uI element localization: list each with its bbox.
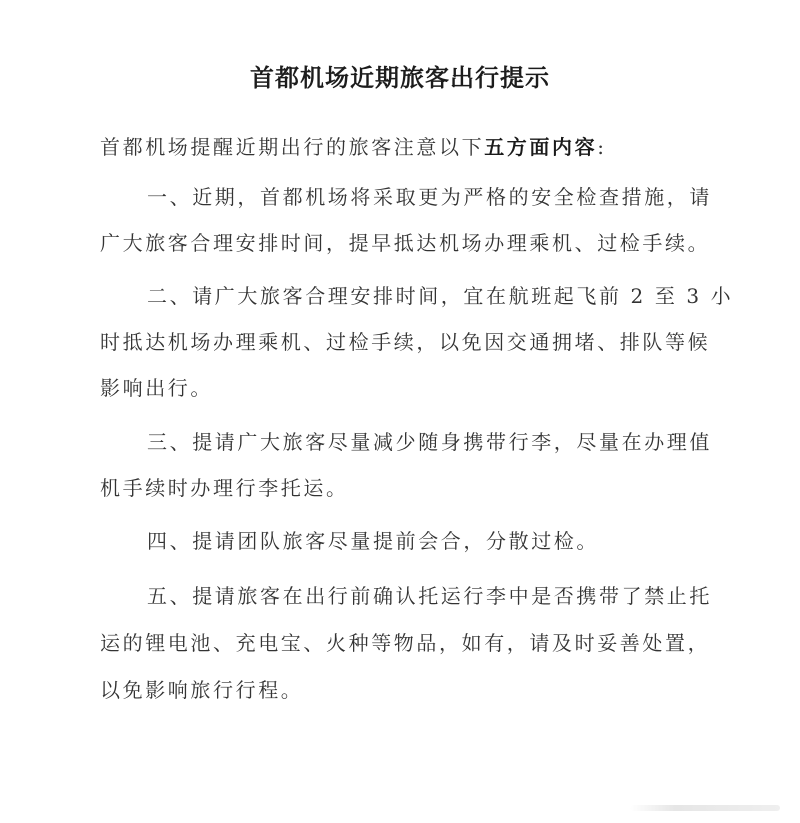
item-1-line-2: 广大旅客合理安排时间，提早抵达机场办理乘机、过检手续。 <box>100 231 711 255</box>
item-2-line-3: 影响出行。 <box>100 376 213 400</box>
item-5-line-1: 五、提请旅客在出行前确认托运行李中是否携带了禁止托 <box>147 584 712 608</box>
intro-colon: : <box>597 135 607 159</box>
item-2-line-2: 时抵达机场办理乘机、过检手续，以免因交通拥堵、排队等候 <box>100 330 711 354</box>
item-2-line-1: 二、请广大旅客合理安排时间，宜在航班起飞前 2 至 3 小 <box>147 284 734 308</box>
item-3-line-1: 三、提请广大旅客尽量减少随身携带行李，尽量在办理值 <box>147 430 712 454</box>
item-5-line-3: 以免影响旅行行程。 <box>100 678 304 702</box>
intro-paragraph <box>100 133 700 161</box>
faint-watermark <box>630 805 780 811</box>
document-title: 首都机场近期旅客出行提示 <box>250 64 550 92</box>
item-5-line-2: 运的锂电池、充电宝、火种等物品，如有，请及时妥善处置， <box>100 631 711 655</box>
intro-emphasis: 五方面内容 <box>484 135 598 159</box>
item-4-line-1: 四、提请团队旅客尽量提前会合，分散过检。 <box>147 529 599 553</box>
item-1-line-1: 一、近期，首都机场将采取更为严格的安全检查措施，请 <box>147 185 712 209</box>
item-3-line-2: 机手续时办理行李托运。 <box>100 476 349 500</box>
intro-text: 首都机场提醒近期出行的旅客注意以下 <box>100 135 485 159</box>
